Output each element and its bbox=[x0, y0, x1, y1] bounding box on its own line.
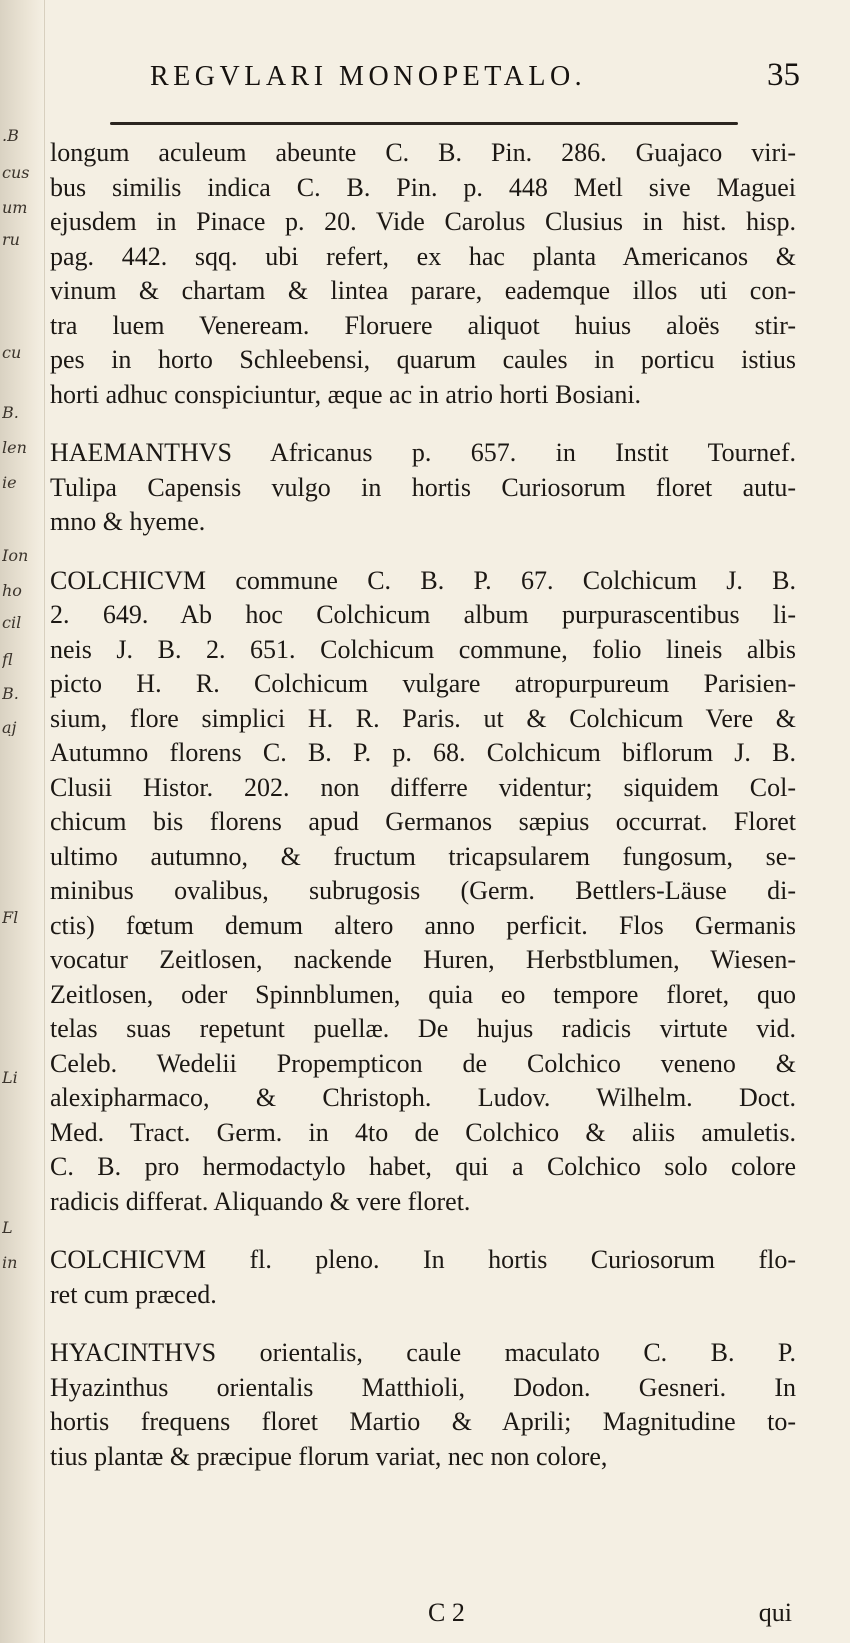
page-header bbox=[140, 55, 830, 95]
gutter-fragment: cil bbox=[2, 615, 22, 631]
text-line: chicum bis florens apud Germanos sæpius occurrat. Floret bbox=[50, 807, 796, 836]
text-line: Autumno florens C. B. P. p. 68. Colchicum biflorum J. B. bbox=[50, 738, 796, 767]
paragraph bbox=[50, 1243, 796, 1312]
paragraph bbox=[50, 564, 796, 1220]
binding-gutter bbox=[0, 0, 45, 1643]
text-line: HYACINTHVS orientalis, caule maculato C. B. P. bbox=[50, 1338, 796, 1367]
gutter-fragment: .B bbox=[2, 128, 19, 144]
gutter-fragment: fl bbox=[2, 652, 13, 668]
gutter-fragment: ie bbox=[2, 475, 17, 491]
gutter-fragment: B. bbox=[2, 686, 19, 702]
text-line: minibus ovalibus, subrugosis (Germ. Bettlers-Läuse di- bbox=[50, 876, 796, 905]
page-number: 35 bbox=[767, 57, 800, 93]
text-line: 2. 649. Ab hoc Colchicum album purpurascentibus li- bbox=[50, 600, 796, 629]
catchword: qui bbox=[758, 1598, 792, 1627]
text-line: Clusii Histor. 202. non differre videntur; siquidem Col- bbox=[50, 772, 796, 802]
text-line: ultimo autumno, & fructum tricapsularem fungosum, se- bbox=[50, 841, 796, 871]
text-line: Med. Tract. Germ. in 4to de Colchico & aliis amuletis. bbox=[50, 1117, 796, 1147]
text-line: Celeb. Wedelii Propempticon de Colchico veneno & bbox=[50, 1048, 796, 1078]
text-line: telas suas repetunt puellæ. De hujus radicis virtute vid. bbox=[50, 1014, 796, 1043]
gutter-fragment: L bbox=[2, 1220, 13, 1236]
text-line: COLCHICVM commune C. B. P. 67. Colchicum J. B. bbox=[50, 565, 796, 595]
text-line: C. B. pro hermodactylo habet, qui a Colchico solo colore bbox=[50, 1152, 796, 1181]
gutter-fragment: Fl bbox=[2, 910, 19, 926]
page-footer bbox=[50, 1598, 796, 1638]
gutter-fragment: Li bbox=[2, 1070, 18, 1086]
text-line: ejusdem in Pinace p. 20. Vide Carolus Clusius in hist. hisp. bbox=[50, 207, 796, 236]
text-line: Tulipa Capensis vulgo in hortis Curiosorum floret autu- bbox=[50, 472, 796, 502]
text-line: mno & hyeme. bbox=[50, 507, 206, 536]
gutter-fragment: ho bbox=[2, 583, 22, 599]
text-line: longum aculeum abeunte C. B. Pin. 286. Guajaco viri- bbox=[50, 138, 796, 167]
gutter-fragment: cu bbox=[2, 345, 22, 361]
text-line: COLCHICVM fl. pleno. In hortis Curiosorum flo- bbox=[50, 1245, 796, 1274]
text-line: picto H. R. Colchicum vulgare atropurpureum Parisien- bbox=[50, 669, 796, 698]
running-title: REGVLARI MONOPETALO. bbox=[150, 61, 587, 92]
text-line: radicis differat. Aliquando & vere floret. bbox=[50, 1186, 471, 1216]
text-line: alexipharmaco, & Christoph. Ludov. Wilhelm. Doct. bbox=[50, 1083, 796, 1112]
page-body bbox=[50, 136, 796, 1498]
text-line: sium, flore simplici H. R. Paris. ut & Colchicum Vere & bbox=[50, 703, 796, 733]
gutter-fragment: in bbox=[2, 1255, 18, 1271]
gutter-fragment: cus bbox=[2, 165, 30, 181]
text-line: pes in horto Schleebensi, quarum caules in porticu istius bbox=[50, 345, 796, 374]
text-line: hortis frequens floret Martio & Aprili; Magnitudine to- bbox=[50, 1407, 796, 1436]
text-line: vinum & chartam & lintea parare, eademque illos uti con- bbox=[50, 276, 796, 305]
text-line: Hyazinthus orientalis Matthioli, Dodon. Gesneri. In bbox=[50, 1372, 796, 1402]
paragraph bbox=[50, 1336, 796, 1474]
text-line: bus similis indica C. B. Pin. p. 448 Metl sive Maguei bbox=[50, 172, 796, 202]
text-line: horti adhuc conspiciuntur, æque ac in atrio horti Bosiani. bbox=[50, 379, 642, 409]
gutter-fragment: um bbox=[2, 200, 28, 216]
paragraph bbox=[50, 436, 796, 540]
text-line: HAEMANTHVS Africanus p. 657. in Instit Tournef. bbox=[50, 438, 796, 467]
text-line: ret cum præced. bbox=[50, 1279, 217, 1309]
signature-mark: C 2 bbox=[428, 1598, 465, 1627]
text-line: vocatur Zeitlosen, nackende Huren, Herbstblumen, Wiesen- bbox=[50, 945, 796, 974]
text-line: ctis) fœtum demum altero anno perficit. Flos Germanis bbox=[50, 910, 796, 940]
text-line: neis J. B. 2. 651. Colchicum commune, folio lineis albis bbox=[50, 634, 796, 664]
text-line: pag. 442. sqq. ubi refert, ex hac planta Americanos & bbox=[50, 241, 796, 271]
header-rule bbox=[110, 122, 738, 125]
gutter-fragment: Ion bbox=[2, 548, 29, 564]
text-line: tius plantæ & præcipue florum variat, nec non colore, bbox=[50, 1441, 608, 1471]
gutter-fragment: ru bbox=[2, 232, 20, 248]
gutter-fragment: aj bbox=[2, 720, 17, 736]
paragraph bbox=[50, 136, 796, 412]
text-line: Zeitlosen, oder Spinnblumen, quia eo tempore floret, quo bbox=[50, 979, 796, 1009]
text-line: tra luem Veneream. Floruere aliquot huius aloës stir- bbox=[50, 310, 796, 340]
gutter-fragment: B. bbox=[2, 405, 19, 421]
gutter-fragment: len bbox=[2, 440, 27, 456]
